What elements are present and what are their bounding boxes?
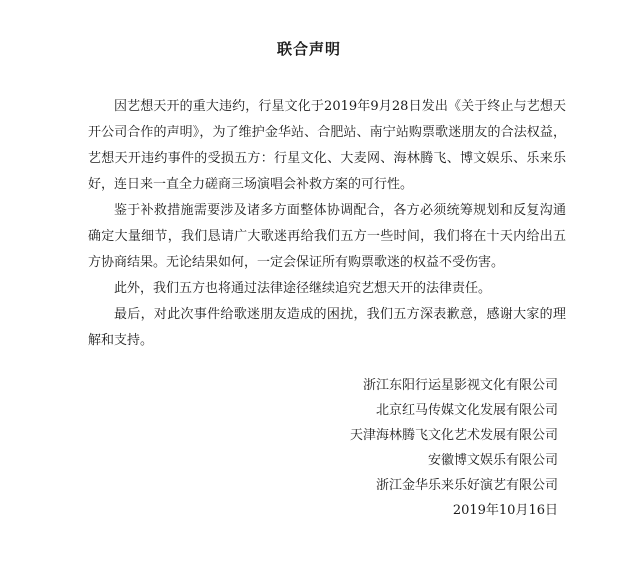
signatory-company: 浙江金华乐来乐好演艺有限公司 <box>375 478 558 493</box>
statement-date: 2019年10月16日 <box>452 503 558 518</box>
paragraph-apology: 最后，对此次事件给歌迷朋友造成的困扰，我们五方深表歉意，感谢大家的理解和支持。 <box>88 307 566 348</box>
paragraph-request-time: 鉴于补救措施需要涉及诸多方面整体协调配合，各方必须统筹规划和反复沟通确定大量细节，我们恳请广大歌迷再给我们五方一些时间，我们将在十天内给出五方协商结果。无论结果如何，一定会保证所有购票歌迷的权益不受伤害。 <box>88 203 566 270</box>
paragraph-breach: 因艺想天开的重大违约，行星文化于2019年9月28日发出《关于终止与艺想天开公司合作的声明》，为了维护金华站、合肥站、南宁站购票歌迷朋友的合法权益，艺想天开违约事件的受损五方：行星文化、大麦网、海林腾飞、博文娱乐、乐来乐好，连日来一直全力磋商三场演唱会补救方案的可行性。 <box>88 99 566 192</box>
paragraph-legal-action: 此外，我们五方也将通过法律途径继续追究艺想天开的法律责任。 <box>114 281 492 296</box>
signatory-company: 安徽博文娱乐有限公司 <box>427 453 558 468</box>
statement-body <box>88 94 566 354</box>
signatory-company: 北京红马传媒文化发展有限公司 <box>375 403 558 418</box>
signatory-company: 天津海林腾飞文化艺术发展有限公司 <box>349 428 558 443</box>
signatory-company: 浙江东阳行运星影视文化有限公司 <box>362 378 558 393</box>
document-title: 联合声明 <box>276 40 341 58</box>
signature-block <box>350 373 558 523</box>
